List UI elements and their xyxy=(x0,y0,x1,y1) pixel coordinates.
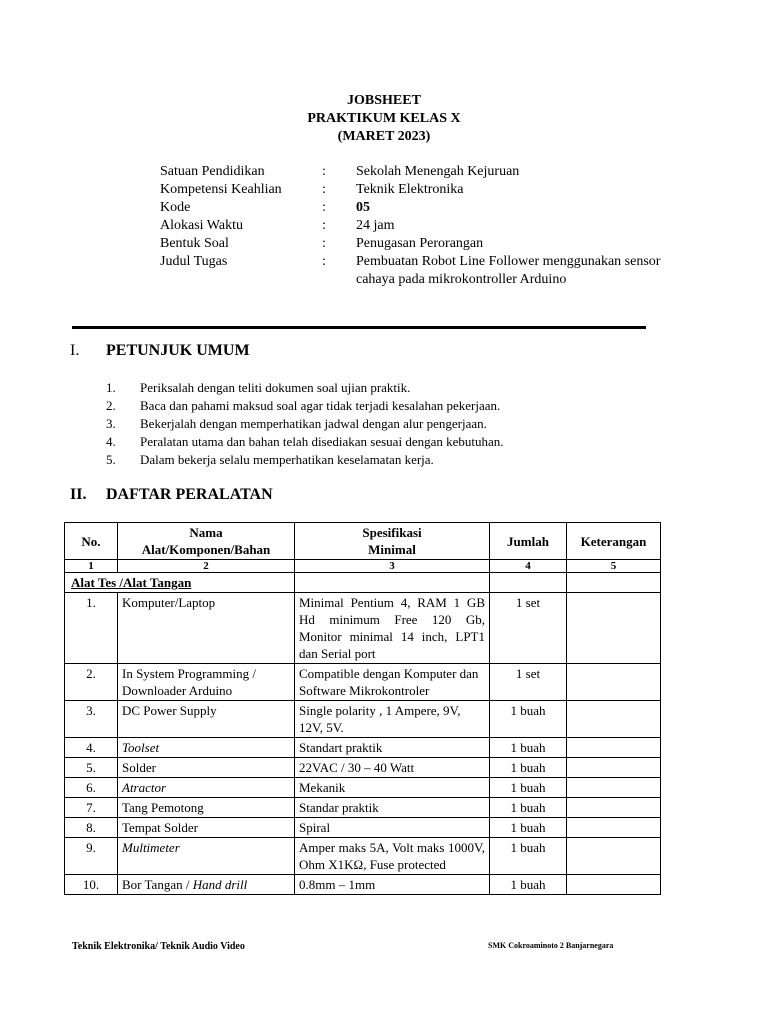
list-item xyxy=(106,451,504,469)
category-cell xyxy=(65,573,295,593)
info-value: Sekolah Menengah Kejuruan xyxy=(356,164,520,179)
row-no: 6. xyxy=(65,778,118,798)
table-row xyxy=(65,758,661,778)
index-cell: 2 xyxy=(118,560,295,573)
row-spesifikasi: Standart praktik xyxy=(295,738,490,758)
horizontal-rule xyxy=(72,326,646,329)
row-nama: DC Power Supply xyxy=(118,701,295,738)
footer-right: SMK Cokroaminoto 2 Banjarnegara xyxy=(488,941,614,950)
row-keterangan xyxy=(567,875,661,895)
row-keterangan xyxy=(567,778,661,798)
row-keterangan xyxy=(567,593,661,664)
row-no: 9. xyxy=(65,838,118,875)
info-row xyxy=(160,181,696,199)
row-keterangan xyxy=(567,701,661,738)
row-nama-italic: Hand drill xyxy=(192,877,248,892)
section-title: DAFTAR PERALATAN xyxy=(106,486,273,503)
empty-cell xyxy=(567,573,661,593)
row-jumlah: 1 set xyxy=(490,664,567,701)
row-nama: Tang Pemotong xyxy=(118,798,295,818)
list-item xyxy=(106,415,504,433)
row-jumlah: 1 buah xyxy=(490,818,567,838)
section-number: II. xyxy=(70,486,87,503)
list-number: 3. xyxy=(106,416,116,431)
header-nama xyxy=(118,523,295,560)
header-spes-line1: Spesifikasi xyxy=(362,525,422,540)
row-keterangan xyxy=(567,838,661,875)
list-text: Bekerjalah dengan memperhatikan jadwal dengan alur pengerjaan. xyxy=(140,416,487,431)
info-label: Alokasi Waktu xyxy=(160,218,243,233)
equipment-table xyxy=(64,522,661,895)
info-row xyxy=(160,217,696,235)
row-keterangan xyxy=(567,738,661,758)
row-jumlah: 1 set xyxy=(490,593,567,664)
info-row xyxy=(160,199,696,217)
footer-left: Teknik Elektronika/ Teknik Audio Video xyxy=(72,941,245,952)
list-number: 2. xyxy=(106,398,116,413)
title-line-1: JOBSHEET xyxy=(347,93,421,108)
info-value: 24 jam xyxy=(356,218,395,233)
info-label: Judul Tugas xyxy=(160,254,228,269)
list-item xyxy=(106,397,504,415)
info-row xyxy=(160,253,696,289)
row-jumlah: 1 buah xyxy=(490,778,567,798)
title-line-2: PRAKTIKUM KELAS X xyxy=(307,111,461,126)
row-nama xyxy=(118,875,295,895)
row-nama: Solder xyxy=(118,758,295,778)
row-jumlah: 1 buah xyxy=(490,701,567,738)
section-heading-peralatan xyxy=(70,486,273,504)
list-text: Dalam bekerja selalu memperhatikan keselamatan kerja. xyxy=(140,452,434,467)
row-no: 2. xyxy=(65,664,118,701)
list-text: Periksalah dengan teliti dokumen soal ujian praktik. xyxy=(140,380,411,395)
row-nama: Atractor xyxy=(118,778,295,798)
row-keterangan xyxy=(567,798,661,818)
table-category-row xyxy=(65,573,661,593)
info-label: Kode xyxy=(160,200,191,215)
info-colon: : xyxy=(322,218,326,233)
list-number: 4. xyxy=(106,434,116,449)
info-label: Kompetensi Keahlian xyxy=(160,182,282,197)
empty-cell xyxy=(295,573,490,593)
row-no: 1. xyxy=(65,593,118,664)
info-colon: : xyxy=(322,182,326,197)
row-spesifikasi: 0.8mm – 1mm xyxy=(295,875,490,895)
info-row xyxy=(160,235,696,253)
table-row xyxy=(65,818,661,838)
section-heading-petunjuk xyxy=(70,342,250,360)
list-text: Baca dan pahami maksud soal agar tidak terjadi kesalahan pekerjaan. xyxy=(140,398,501,413)
list-number: 5. xyxy=(106,452,116,467)
section-title: PETUNJUK UMUM xyxy=(106,342,250,359)
info-label: Satuan Pendidikan xyxy=(160,164,265,179)
info-colon: : xyxy=(322,200,326,215)
document-title xyxy=(0,92,768,146)
row-no: 7. xyxy=(65,798,118,818)
row-no: 3. xyxy=(65,701,118,738)
info-colon: : xyxy=(322,236,326,251)
row-spesifikasi: Single polarity , 1 Ampere, 9V, 12V, 5V. xyxy=(295,701,490,738)
row-spesifikasi: Mekanik xyxy=(295,778,490,798)
row-keterangan xyxy=(567,664,661,701)
table-row xyxy=(65,838,661,875)
header-nama-line1: Nama xyxy=(189,525,223,540)
row-spesifikasi: Spiral xyxy=(295,818,490,838)
table-row xyxy=(65,875,661,895)
row-jumlah: 1 buah xyxy=(490,758,567,778)
index-cell: 1 xyxy=(65,560,118,573)
info-block xyxy=(160,163,696,289)
row-no: 8. xyxy=(65,818,118,838)
row-keterangan xyxy=(567,818,661,838)
row-jumlah: 1 buah xyxy=(490,738,567,758)
instructions-list xyxy=(106,379,504,469)
header-no: No. xyxy=(65,523,118,560)
table-row xyxy=(65,798,661,818)
list-item xyxy=(106,433,504,451)
info-colon: : xyxy=(322,164,326,179)
header-spesifikasi xyxy=(295,523,490,560)
row-nama: Multimeter xyxy=(118,838,295,875)
row-nama: Toolset xyxy=(118,738,295,758)
row-jumlah: 1 buah xyxy=(490,798,567,818)
section-number: I. xyxy=(70,342,80,359)
header-jumlah: Jumlah xyxy=(490,523,567,560)
info-value: Penugasan Perorangan xyxy=(356,236,484,251)
table-row xyxy=(65,664,661,701)
row-nama-text: Bor Tangan / xyxy=(122,877,193,892)
row-no: 4. xyxy=(65,738,118,758)
list-number: 1. xyxy=(106,380,116,395)
index-cell: 3 xyxy=(295,560,490,573)
row-jumlah: 1 buah xyxy=(490,838,567,875)
title-line-3: (MARET 2023) xyxy=(337,129,431,144)
row-spesifikasi: Amper maks 5A, Volt maks 1000V, Ohm X1KΩ, Fuse protected xyxy=(295,838,490,875)
table-row xyxy=(65,778,661,798)
row-keterangan xyxy=(567,758,661,778)
header-keterangan: Keterangan xyxy=(567,523,661,560)
index-cell: 4 xyxy=(490,560,567,573)
row-spesifikasi: Standar praktik xyxy=(295,798,490,818)
row-no: 10. xyxy=(65,875,118,895)
table-row xyxy=(65,701,661,738)
info-value: 05 xyxy=(356,200,370,215)
table-index-row xyxy=(65,560,661,573)
list-text: Peralatan utama dan bahan telah disediakan sesuai dengan kebutuhan. xyxy=(140,434,504,449)
table-row xyxy=(65,593,661,664)
info-value: Teknik Elektronika xyxy=(356,182,464,197)
row-nama: Tempat Solder xyxy=(118,818,295,838)
header-nama-line2: Alat/Komponen/Bahan xyxy=(141,542,271,557)
row-nama: Komputer/Laptop xyxy=(118,593,295,664)
header-spes-line2: Minimal xyxy=(368,542,416,557)
list-item xyxy=(106,379,504,397)
index-cell: 5 xyxy=(567,560,661,573)
row-spesifikasi: Compatible dengan Komputer dan Software Mikrokontroler xyxy=(295,664,490,701)
info-colon: : xyxy=(322,254,326,269)
row-no: 5. xyxy=(65,758,118,778)
info-label: Bentuk Soal xyxy=(160,236,229,251)
table-header-row xyxy=(65,523,661,560)
empty-cell xyxy=(490,573,567,593)
row-spesifikasi: 22VAC / 30 – 40 Watt xyxy=(295,758,490,778)
table-row xyxy=(65,738,661,758)
info-value: Pembuatan Robot Line Follower menggunakan sensor cahaya pada mikrokontroller Arduino xyxy=(356,254,661,287)
row-spesifikasi: Minimal Pentium 4, RAM 1 GB Hd minimum Free 120 Gb, Monitor minimal 14 inch, LPT1 dan Serial port xyxy=(295,593,490,664)
category-label: Alat Tes /Alat Tangan xyxy=(71,575,192,590)
row-nama: In System Programming / Downloader Arduino xyxy=(118,664,295,701)
info-row xyxy=(160,163,696,181)
row-jumlah: 1 buah xyxy=(490,875,567,895)
